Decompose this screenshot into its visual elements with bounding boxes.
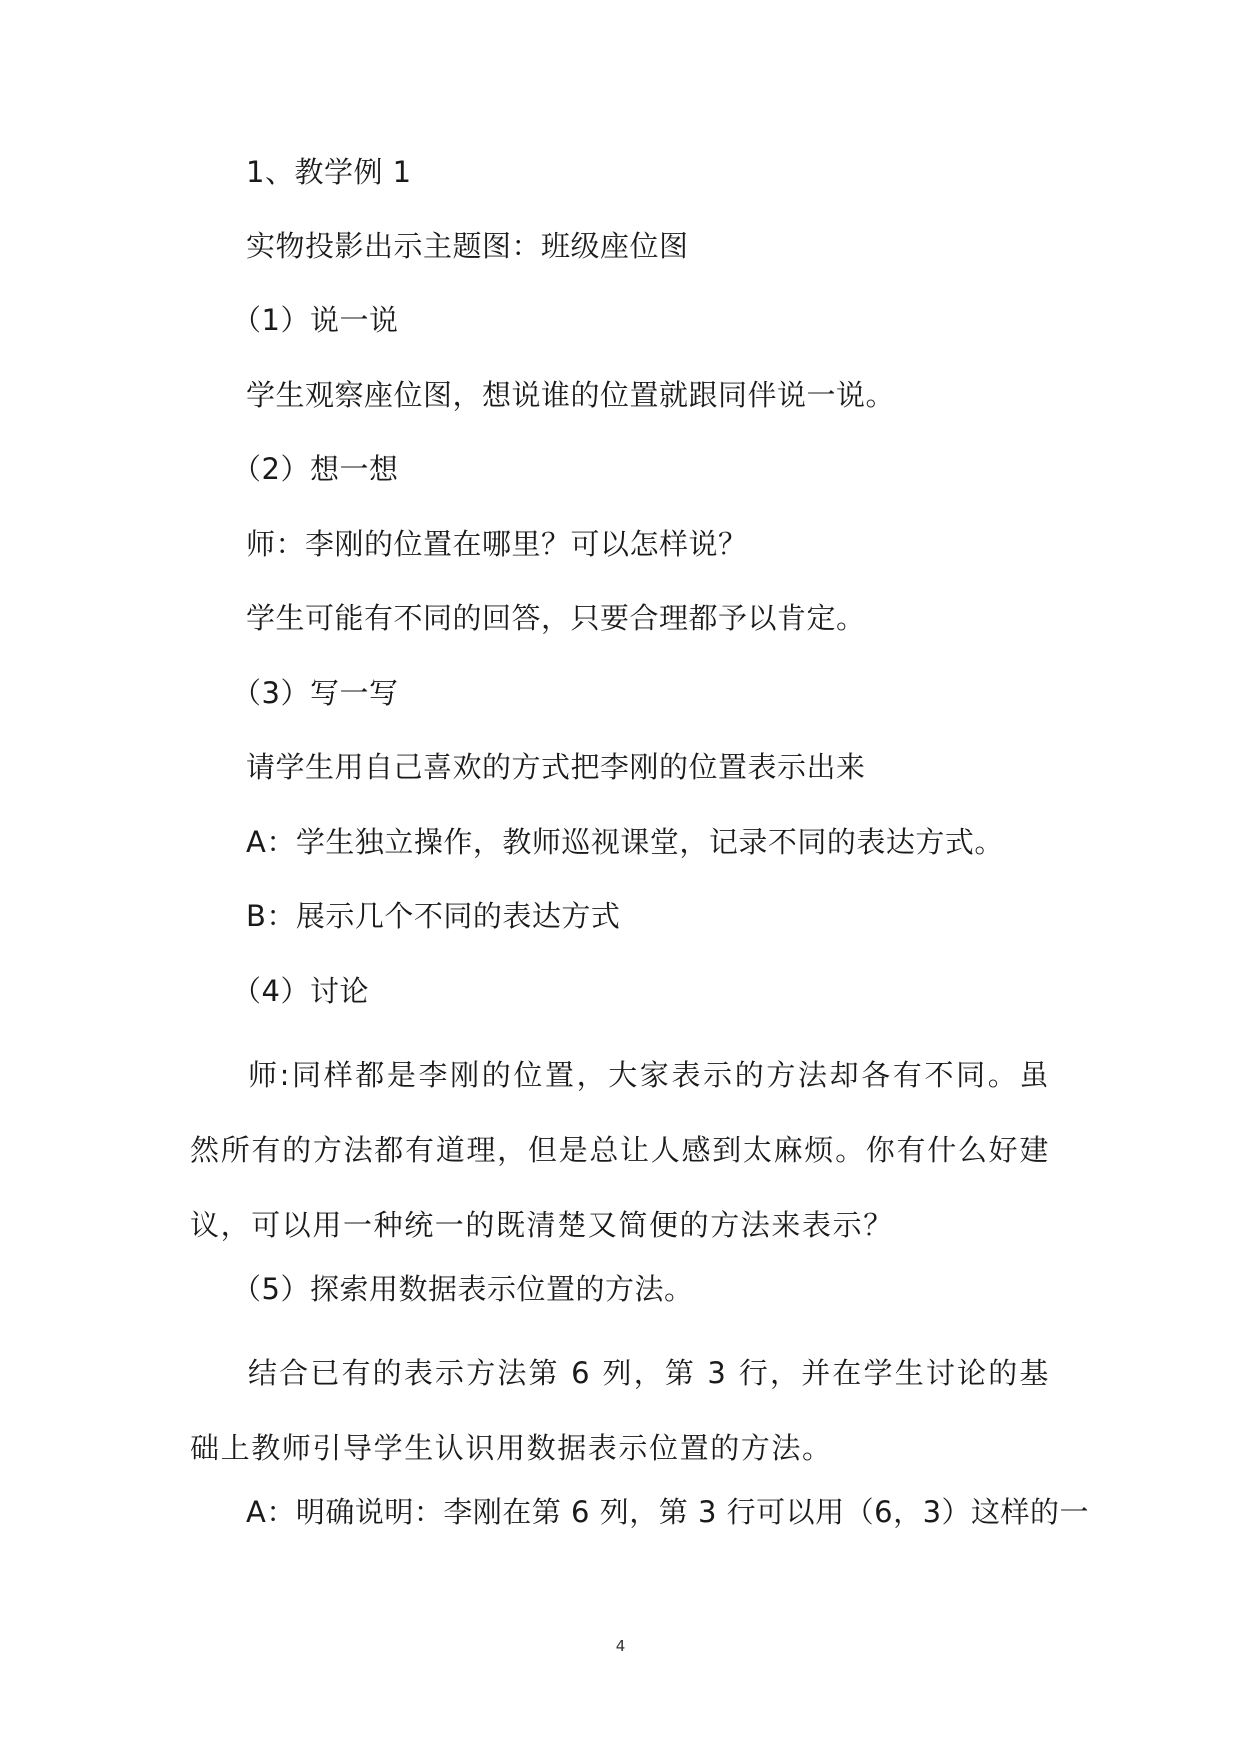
subheading-say: （1）说一说: [232, 303, 399, 337]
paragraph-step-a: A：学生独立操作，教师巡视课堂，记录不同的表达方式。: [246, 825, 1004, 859]
subheading-think: （2）想一想: [232, 452, 399, 486]
paragraph-combine-methods: 结合已有的表示方法第 6 列，第 3 行，并在学生讨论的基础上教师引导学生认识用数据表示位置的方法。: [190, 1356, 1050, 1465]
paragraph-teacher-question: 师：李刚的位置在哪里？可以怎样说？: [246, 527, 748, 561]
paragraph-observe: 学生观察座位图，想说谁的位置就跟同伴说一说。: [246, 378, 896, 412]
paragraph-clarify: A：明确说明：李刚在第 6 列，第 3 行可以用（6，3）这样的一: [246, 1495, 1090, 1529]
page-number: 4: [615, 1637, 626, 1655]
subheading-write: （3）写一写: [232, 676, 399, 710]
heading-example-1: 1、教学例 1: [246, 155, 412, 189]
paragraph-step-b: B：展示几个不同的表达方式: [246, 899, 621, 933]
paragraph-projection: 实物投影出示主题图：班级座位图: [246, 229, 689, 263]
paragraph-express-position: 请学生用自己喜欢的方式把李刚的位置表示出来: [246, 750, 866, 784]
subheading-discuss: （4）讨论: [232, 974, 369, 1008]
paragraph-discussion: 师:同样都是李刚的位置，大家表示的方法却各有不同。虽然所有的方法都有道理，但是总让人感到太麻烦。你有什么好建议，可以用一种统一的既清楚又简便的方法来表示？: [190, 1058, 1050, 1242]
paragraph-student-answers: 学生可能有不同的回答，只要合理都予以肯定。: [246, 601, 866, 635]
subheading-explore: （5）探索用数据表示位置的方法。: [232, 1272, 694, 1306]
